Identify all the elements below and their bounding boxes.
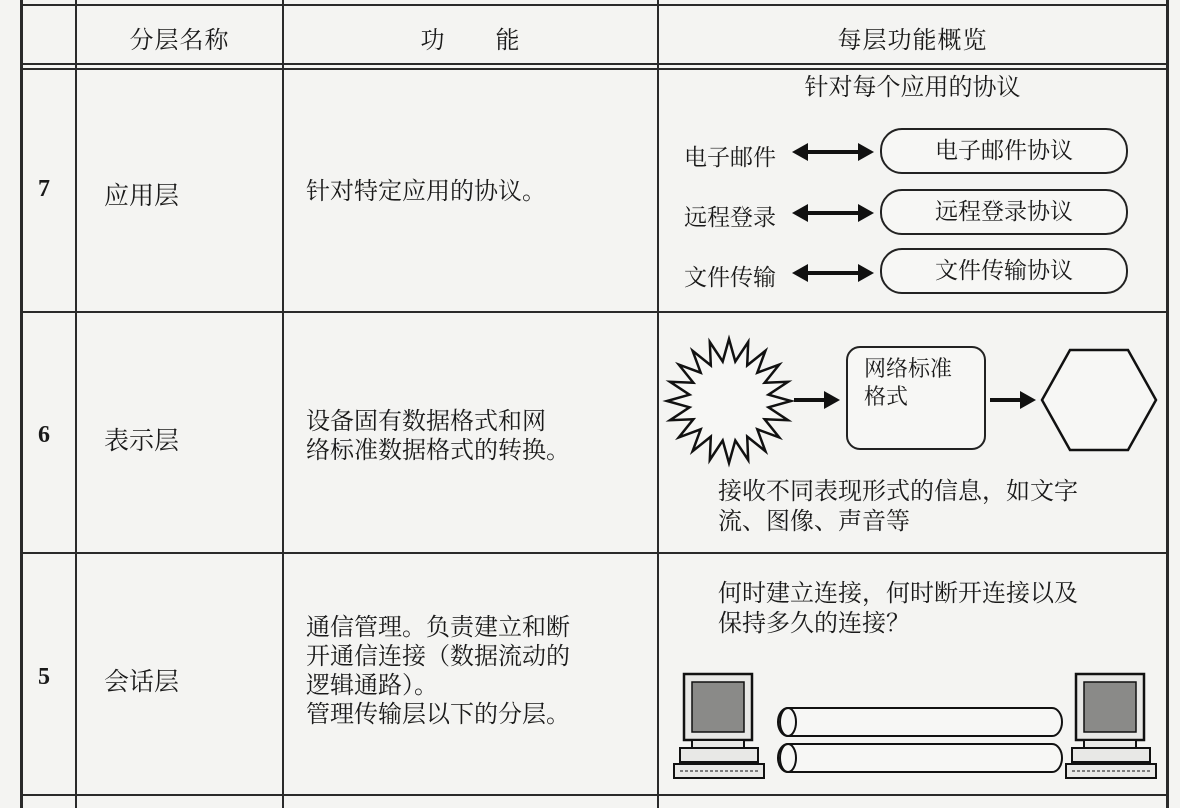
row-divider-6-5 [20,552,1169,554]
network-standard-format-box: 网络标准 格式 [846,346,986,450]
header-layer-name: 分层名称 [129,26,230,54]
column-divider-number [75,0,77,808]
header-divider-bottom [20,68,1169,70]
layer-function: 设备固有数据格式和网 络标准数据格式的转换。 [306,407,570,464]
layer-name: 会话层 [104,667,180,696]
app-label-remote-login: 远程登录 [684,205,776,231]
protocol-file-transfer: 文件传输协议 [880,248,1128,294]
computer-right-icon [1064,670,1160,782]
layer-name: 表示层 [104,426,180,455]
column-divider-function [657,0,659,808]
column-divider-name [282,0,284,808]
table-right-border [1166,0,1169,808]
computer-left-icon [672,670,768,782]
layer-number: 6 [38,422,50,448]
arrow-right-icon [990,390,1036,410]
layer-function: 针对特定应用的协议。 [306,177,546,205]
double-arrow-icon [792,263,874,283]
layer-name: 应用层 [104,181,180,210]
table-top-border [20,4,1169,6]
app-label-email: 电子邮件 [684,145,776,171]
layer-number: 5 [38,664,50,690]
double-arrow-icon [792,203,874,223]
starburst-icon [664,336,794,466]
protocol-email: 电子邮件协议 [880,128,1128,174]
header-function: 功 能 [420,26,521,54]
header-divider-top [20,63,1169,65]
header-overview: 每层功能概览 [837,26,988,54]
connection-pipe-icon [776,742,1066,774]
hexagon-icon [1040,348,1158,452]
arrow-right-icon [794,390,840,410]
app-label-file-transfer: 文件传输 [684,265,776,291]
row-divider-7-6 [20,311,1169,313]
layer-number: 7 [38,176,50,202]
row-divider-5-4 [20,794,1169,796]
table-left-border [20,0,23,808]
protocol-remote-login: 远程登录协议 [880,189,1128,235]
layer-function: 通信管理。负责建立和断 开通信连接（数据流动的 逻辑通路）。 管理传输层以下的分层。 [306,613,570,728]
presentation-caption: 接收不同表现形式的信息，如文字 流、图像、声音等 [718,477,1078,535]
double-arrow-icon [792,142,874,162]
connection-pipe-icon [776,706,1066,738]
session-caption: 何时建立连接，何时断开连接以及 保持多久的连接？ [718,579,1078,637]
overview-title: 针对每个应用的协议 [804,73,1021,101]
